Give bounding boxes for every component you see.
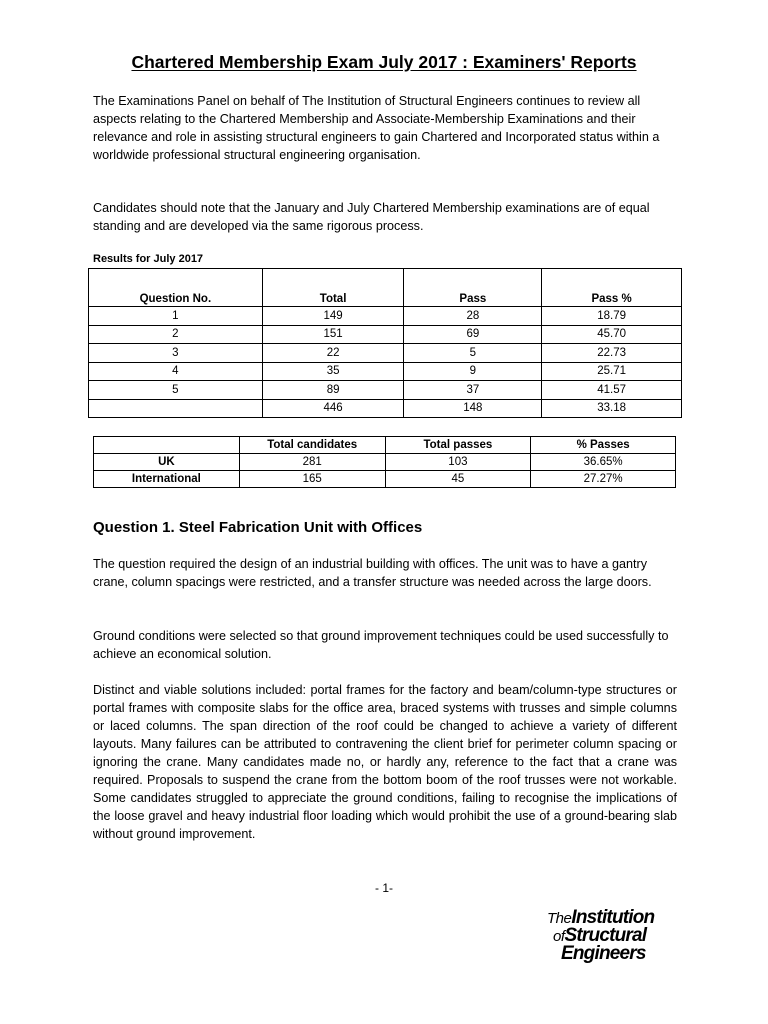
table-cell: 5	[89, 381, 263, 400]
table-cell: 45	[385, 471, 531, 488]
table-cell: 4	[89, 362, 263, 381]
table-cell: UK	[94, 454, 240, 471]
table-cell: 9	[404, 362, 542, 381]
table-cell: 2	[89, 325, 263, 344]
question-1-paragraph-3: Distinct and viable solutions included: portal frames for the factory and beam/column-type structures or portal frames with composite slabs for the office area, braced systems with trusses and simple columns or laced columns. The span direction of the roof could be changed to achieve a variety of different layouts. Many failures can be attributed to contravening the client brief for perimeter column spacing or ignoring the crane. Many candidates made no, or hardly any, reference to the fact that a crane was required. Proposals to suspend the crane from the bottom boom of the roof trusses were not workable. Some candidates struggled to appreciate the ground conditions, failing to recognise the implications of the loose gravel and heavy industrial floor loading which would prohibit the use of a ground-bearing slab without ground improvement.	[93, 683, 677, 841]
table-cell: 18.79	[542, 307, 682, 326]
table-cell: 27.27%	[531, 471, 676, 488]
question-1-paragraph-2: Ground conditions were selected so that ground improvement techniques could be used successfully to achieve an economical solution.	[93, 629, 669, 661]
table-row	[94, 471, 676, 488]
question-1-heading: Question 1. Steel Fabrication Unit with Offices	[93, 519, 423, 536]
table-cell: 5	[404, 344, 542, 363]
table-cell: 149	[262, 307, 404, 326]
intro-paragraph-1: The Examinations Panel on behalf of The Institution of Structural Engineers continues to review all aspects relating to the Chartered Membership and Associate-Membership Examinations and their relevance and role in assisting structural engineers to gain Chartered and Incorporated status within a worldwide professional structural engineering organisation.	[93, 94, 660, 162]
table-cell: 36.65%	[531, 454, 676, 471]
results-caption: Results for July 2017	[93, 253, 204, 265]
logo-line-2: ofStructural	[553, 925, 647, 946]
candidates-table	[93, 436, 676, 488]
table-cell: 281	[239, 454, 385, 471]
table-row	[89, 381, 682, 400]
table-cell: 89	[262, 381, 404, 400]
table-row	[89, 344, 682, 363]
logo-line-3: Engineers	[561, 943, 646, 964]
table-cell: 151	[262, 325, 404, 344]
table-cell: 28	[404, 307, 542, 326]
table-cell: 3	[89, 344, 263, 363]
table-cell: 69	[404, 325, 542, 344]
table-row	[89, 362, 682, 381]
results-header-question: Question No.	[89, 269, 263, 307]
question-1-paragraph-1: The question required the design of an industrial building with offices. The unit was to have a gantry crane, column spacings were restricted, and a transfer structure was needed across the large doors.	[93, 557, 652, 589]
table-cell: 22	[262, 344, 404, 363]
table-row	[94, 454, 676, 471]
table-cell: 22.73	[542, 344, 682, 363]
intro-paragraph-2: Candidates should note that the January and July Chartered Membership examinations are of equal standing and are developed via the same rigorous process.	[93, 201, 650, 233]
table-cell: 33.18	[542, 399, 682, 418]
table-cell: 165	[239, 471, 385, 488]
candidates-header-blank	[94, 437, 240, 454]
table-cell: 446	[262, 399, 404, 418]
table-row	[89, 307, 682, 326]
table-cell: 25.71	[542, 362, 682, 381]
table-cell: 148	[404, 399, 542, 418]
institution-logo	[547, 909, 677, 963]
table-cell	[89, 399, 263, 418]
page-number: - 1-	[375, 881, 393, 895]
candidates-header-total-passes: Total passes	[385, 437, 531, 454]
table-row	[89, 325, 682, 344]
table-cell: International	[94, 471, 240, 488]
page-title: Chartered Membership Exam July 2017 : Examiners' Reports	[131, 52, 637, 72]
candidates-header-row	[94, 437, 676, 454]
results-header-row	[89, 269, 682, 307]
table-cell: 1	[89, 307, 263, 326]
results-header-pass: Pass	[404, 269, 542, 307]
table-cell: 41.57	[542, 381, 682, 400]
results-table	[88, 268, 682, 418]
table-cell: 45.70	[542, 325, 682, 344]
table-cell: 35	[262, 362, 404, 381]
table-cell: 103	[385, 454, 531, 471]
results-header-pass-percent: Pass %	[542, 269, 682, 307]
candidates-header-percent-passes: % Passes	[531, 437, 676, 454]
results-total-row	[89, 399, 682, 418]
candidates-header-total-candidates: Total candidates	[239, 437, 385, 454]
table-cell: 37	[404, 381, 542, 400]
logo-line-1: TheInstitution	[547, 907, 655, 928]
results-header-total: Total	[262, 269, 404, 307]
